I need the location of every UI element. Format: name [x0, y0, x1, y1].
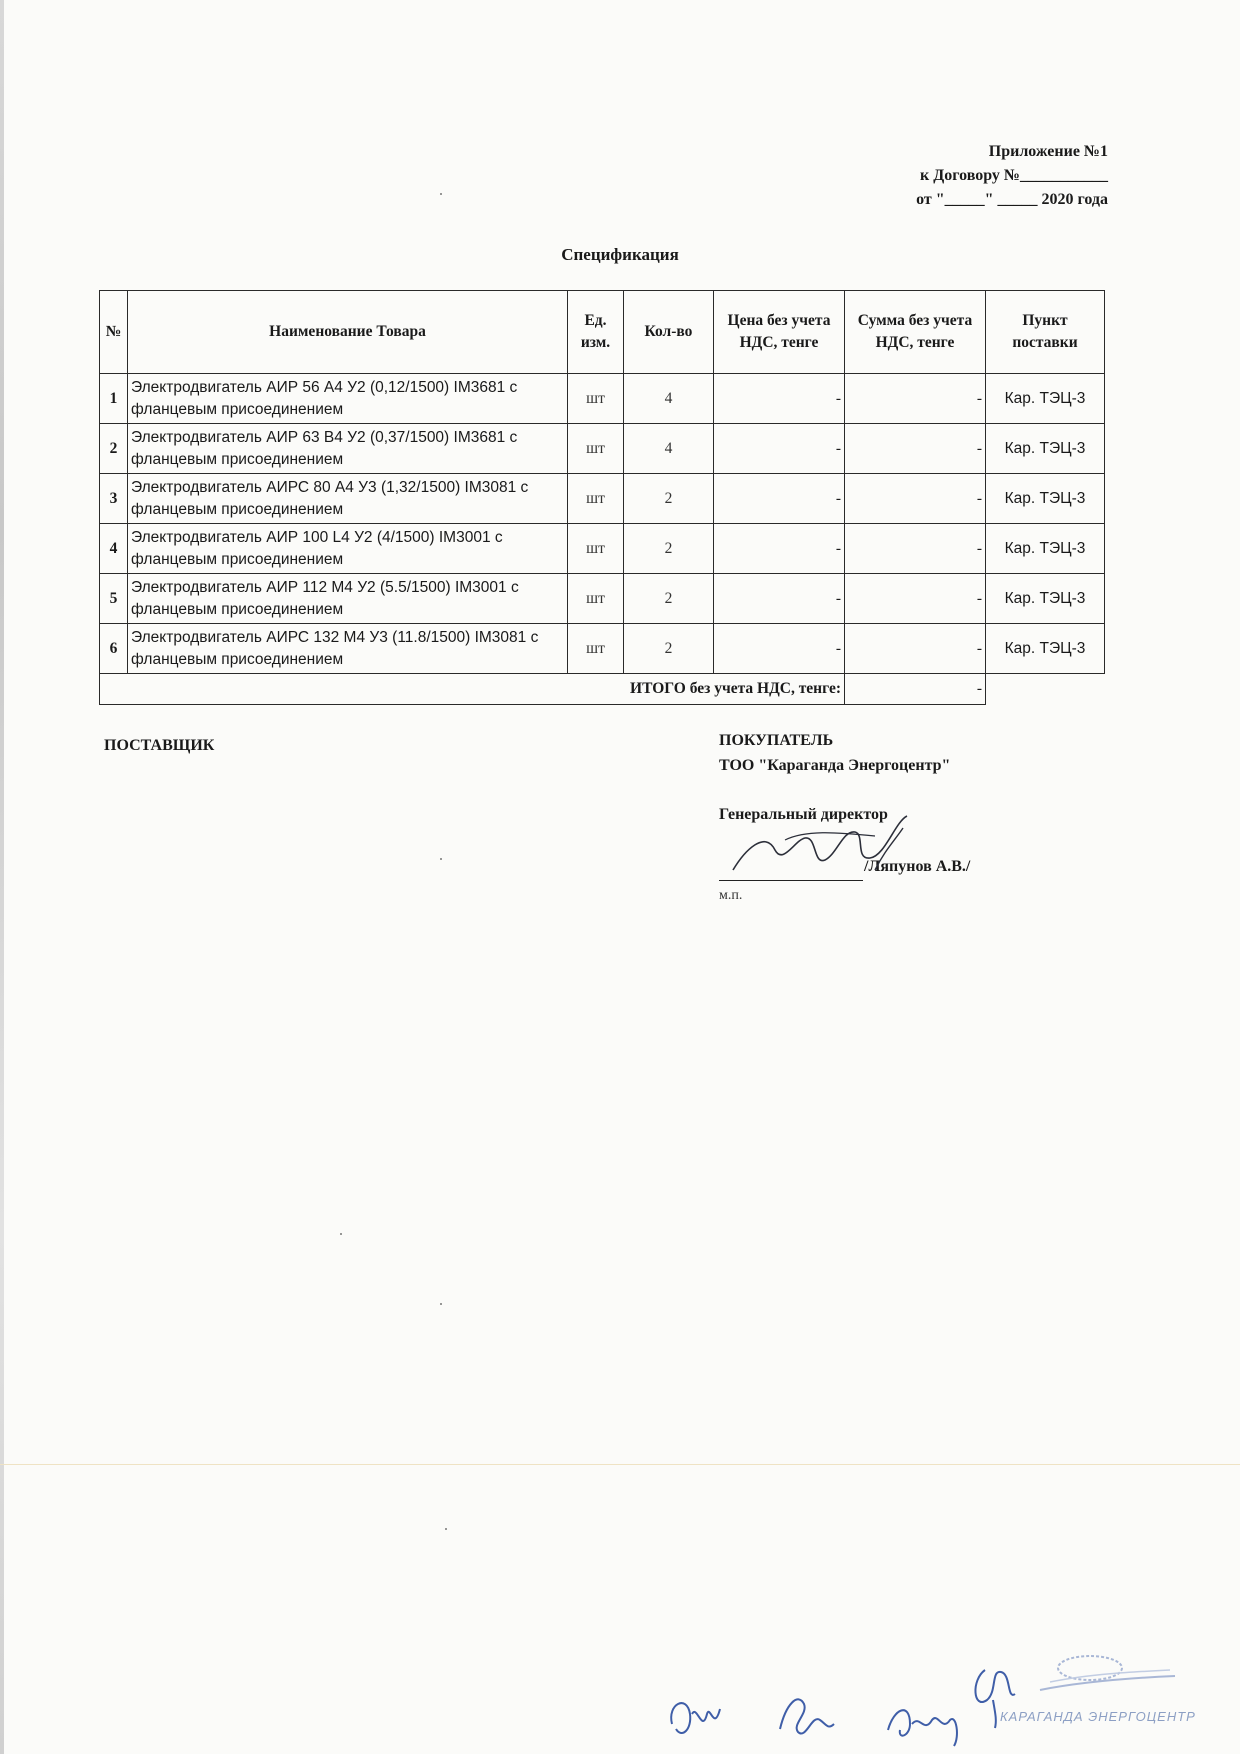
- seal-mark: м.п.: [719, 888, 743, 903]
- row-number: 2: [100, 424, 128, 474]
- item-name: Электродвигатель АИР 100 L4 У2 (4/1500) IM3001 с фланцевым присоединением: [128, 524, 568, 574]
- item-price: -: [714, 574, 845, 624]
- table-row: [100, 524, 1105, 574]
- column-header-price: Цена без учета НДС, тенге: [714, 291, 845, 374]
- item-delivery-point: Кар. ТЭЦ-3: [986, 574, 1105, 624]
- table-row: [100, 424, 1105, 474]
- item-quantity: 2: [624, 624, 714, 674]
- item-unit: шт: [568, 474, 624, 524]
- item-name: Электродвигатель АИР 56 А4 У2 (0,12/1500) IM3681 с фланцевым присоединением: [128, 374, 568, 424]
- item-delivery-point: Кар. ТЭЦ-3: [986, 374, 1105, 424]
- row-number: 4: [100, 524, 128, 574]
- scan-speck: [440, 193, 442, 195]
- specification-table: [99, 290, 1105, 705]
- contract-date: от "_____" _____ 2020 года: [916, 191, 1108, 208]
- item-sum: -: [845, 624, 986, 674]
- item-quantity: 2: [624, 524, 714, 574]
- scan-speck: [445, 1528, 447, 1530]
- item-unit: шт: [568, 574, 624, 624]
- item-quantity: 4: [624, 424, 714, 474]
- total-row: [100, 674, 1105, 705]
- buyer-company: ТОО "Караганда Энергоцентр": [719, 757, 951, 774]
- item-unit: шт: [568, 524, 624, 574]
- supplier-label: ПОСТАВЩИК: [104, 737, 215, 754]
- contract-reference: к Договору №___________: [920, 167, 1108, 184]
- item-sum: -: [845, 374, 986, 424]
- column-header-number: №: [100, 291, 128, 374]
- scan-speck: [440, 1303, 442, 1305]
- item-sum: -: [845, 524, 986, 574]
- item-name: Электродвигатель АИР 63 В4 У2 (0,37/1500) IM3681 с фланцевым присоединением: [128, 424, 568, 474]
- column-header-sum: Сумма без учета НДС, тенге: [845, 291, 986, 374]
- buyer-block: [719, 728, 950, 778]
- row-number: 3: [100, 474, 128, 524]
- item-unit: шт: [568, 374, 624, 424]
- item-sum: -: [845, 574, 986, 624]
- scan-fold-line: [0, 1464, 1240, 1465]
- company-stamp-text: КАРАГАНДА ЭНЕРГОЦЕНТР: [1000, 1709, 1196, 1724]
- item-unit: шт: [568, 424, 624, 474]
- item-sum: -: [845, 474, 986, 524]
- item-delivery-point: Кар. ТЭЦ-3: [986, 524, 1105, 574]
- row-number: 6: [100, 624, 128, 674]
- page-title: Спецификация: [561, 245, 679, 264]
- appendix-number: Приложение №1: [988, 143, 1108, 160]
- director-signature: [725, 810, 925, 880]
- item-quantity: 4: [624, 374, 714, 424]
- item-unit: шт: [568, 624, 624, 674]
- table-row: [100, 624, 1105, 674]
- table-row: [100, 574, 1105, 624]
- appendix-header: [916, 140, 1108, 212]
- item-price: -: [714, 374, 845, 424]
- column-header-name: Наименование Товара: [128, 291, 568, 374]
- item-quantity: 2: [624, 574, 714, 624]
- item-sum: -: [845, 424, 986, 474]
- scan-speck: [440, 858, 442, 860]
- item-price: -: [714, 424, 845, 474]
- item-price: -: [714, 524, 845, 574]
- company-stamp-emblem: [1030, 1648, 1180, 1698]
- item-delivery-point: Кар. ТЭЦ-3: [986, 624, 1105, 674]
- total-value: -: [845, 674, 986, 705]
- table-row: [100, 474, 1105, 524]
- item-name: Электродвигатель АИРС 132 М4 У3 (11.8/1500) IM3081 с фланцевым присоединением: [128, 624, 568, 674]
- initials-signature-3: [880, 1690, 970, 1750]
- row-number: 5: [100, 574, 128, 624]
- signatory-name: /Ляпунов А.В./: [864, 858, 971, 875]
- total-empty-cell: [986, 674, 1105, 705]
- item-delivery-point: Кар. ТЭЦ-3: [986, 474, 1105, 524]
- initials-signature-2: [768, 1684, 838, 1744]
- total-label: ИТОГО без учета НДС, тенге:: [100, 674, 845, 705]
- table-header-row: [100, 291, 1105, 374]
- buyer-label: ПОКУПАТЕЛЬ: [719, 732, 834, 749]
- signatory-position: Генеральный директор: [719, 806, 888, 823]
- column-header-delivery-point: Пункт поставки: [986, 291, 1105, 374]
- initials-signature-1: [662, 1684, 732, 1744]
- column-header-quantity: Кол-во: [624, 291, 714, 374]
- table-row: [100, 374, 1105, 424]
- item-quantity: 2: [624, 474, 714, 524]
- item-name: Электродвигатель АИРС 80 А4 У3 (1,32/1500) IM3081 с фланцевым присоединением: [128, 474, 568, 524]
- item-price: -: [714, 474, 845, 524]
- row-number: 1: [100, 374, 128, 424]
- column-header-unit: Ед. изм.: [568, 291, 624, 374]
- item-delivery-point: Кар. ТЭЦ-3: [986, 424, 1105, 474]
- item-name: Электродвигатель АИР 112 М4 У2 (5.5/1500) IM3001 с фланцевым присоединением: [128, 574, 568, 624]
- scan-speck: [340, 1233, 342, 1235]
- item-price: -: [714, 624, 845, 674]
